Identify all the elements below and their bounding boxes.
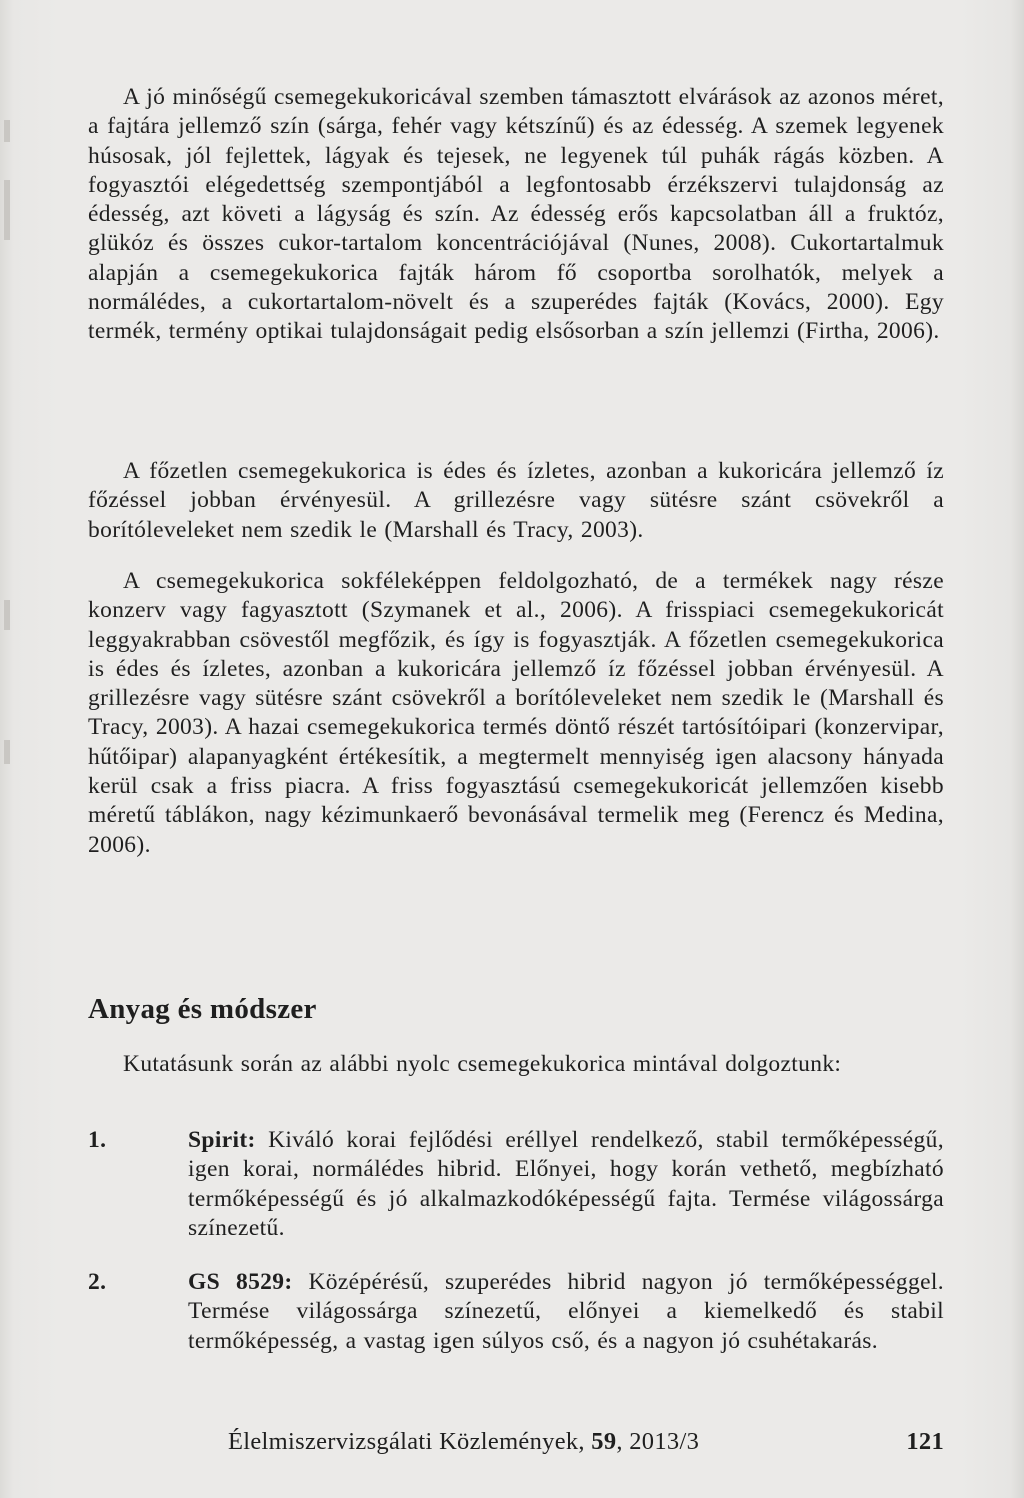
list-number: 2. [88, 1269, 107, 1295]
paragraph-4 [88, 1050, 944, 1079]
journal-citation [228, 1428, 699, 1456]
paragraph-1 [88, 83, 944, 347]
paragraph-text: Kutatásunk során az alábbi nyolc csemegekukorica mintával dolgoztunk: [123, 1051, 842, 1077]
paragraph-text: A főzetlen csemegekukorica is édes és ízletes, azonban a kukoricára jellemző íz főzéssel jobban érvényesül. A grillezésre vagy sütésre szánt csövekről a borítóleveleket nem szedik le (Marshall és Tracy, 2003). [88, 458, 944, 543]
paragraph-text: A csemegekukorica sokféleképpen feldolgozható, de a termékek nagy része konzerv vagy fagyasztott (Szymanek et al., 2006). A frisspiaci csemegekukoricát leggyakrabban csövestől megfőzik, és így is fogyasztják. A főzetlen csemegekukorica is édes és ízletes, azonban a kukoricára jellemző íz főzéssel jobban érvényesül. A grillezésre vagy sütésre szánt csövekről a borítóleveleket nem szedik le (Marshall és Tracy, 2003). A hazai csemegekukorica termés döntő részét tartósítóipari (konzervipar, hűtőipar) alapanyagként értékesítik, a megtermelt mennyiség igen alacsony hányada kerül csak a friss piacra. A friss fogyasztású csemegekukoricát jellemzően kisebb méretű táblákon, nagy kézimunkaerő bevonásával termelik meg (Ferencz és Medina, 2006). [88, 568, 944, 858]
list-item [88, 1268, 944, 1356]
section-heading: Anyag és módszer [88, 993, 317, 1025]
scan-mark [4, 120, 10, 142]
variety-name: GS 8529: [188, 1269, 293, 1295]
paragraph-text: A jó minőségű csemegekukoricával szemben támasztott elvárások az azonos méret, a fajtára jellemző szín (sárga, fehér vagy kétszínű) és az édesség. A szemek legyenek húsosak, jól fejlettek, lágyak és tejesek, ne legyenek túl puhák rágás közben. A fogyasztói elégedettség szempontjából a legfontosabb érzékszervi tulajdonság az édesség, azt követi a lágyság és szín. Az édesség erős kapcsolatban áll a fruktóz, glükóz és összes cukor-tartalom koncentrációjával (Nunes, 2008). Cukortartalmuk alapján a csemegekukorica fajták három fő csoportba sorolhatók, melyek a normálédes, a cukortartalom-növelt és a szuperédes fajták (Kovács, 2000). Egy termék, termény optikai tulajdonságait pedig elsősorban a szín jellemzi (Firtha, 2006). [88, 84, 944, 345]
scan-mark [4, 740, 10, 764]
journal-issue: , 2013/3 [616, 1428, 700, 1455]
list-number: 1. [88, 1127, 107, 1153]
page-number: 121 [906, 1428, 944, 1455]
variety-name: Spirit: [188, 1127, 256, 1153]
variety-description: Kiváló korai fejlődési eréllyel rendelkező, stabil termőképességű, igen korai, normálédes hibrid. Előnyei, hogy korán vethető, megbízható termőképességű és jó alkalmazkodóképességű fajta. Termése világossárga színezetű. [188, 1127, 944, 1241]
list-item [88, 1126, 944, 1243]
journal-volume: 59 [591, 1428, 617, 1455]
paragraph-3 [88, 567, 944, 860]
variety-description: Középérésű, szuperédes hibrid nagyon jó termőképességgel. Termése világossárga színezetű, előnyei a kiemelkedő és stabil termőképesség, a vastag igen súlyos cső, és a nagyon jó csuhétakarás. [188, 1269, 944, 1354]
paragraph-2 [88, 457, 944, 545]
journal-title: Élelmiszervizsgálati Közlemények, [228, 1428, 585, 1455]
scan-mark [4, 600, 10, 630]
scan-mark [4, 180, 10, 240]
page-footer [228, 1428, 944, 1456]
